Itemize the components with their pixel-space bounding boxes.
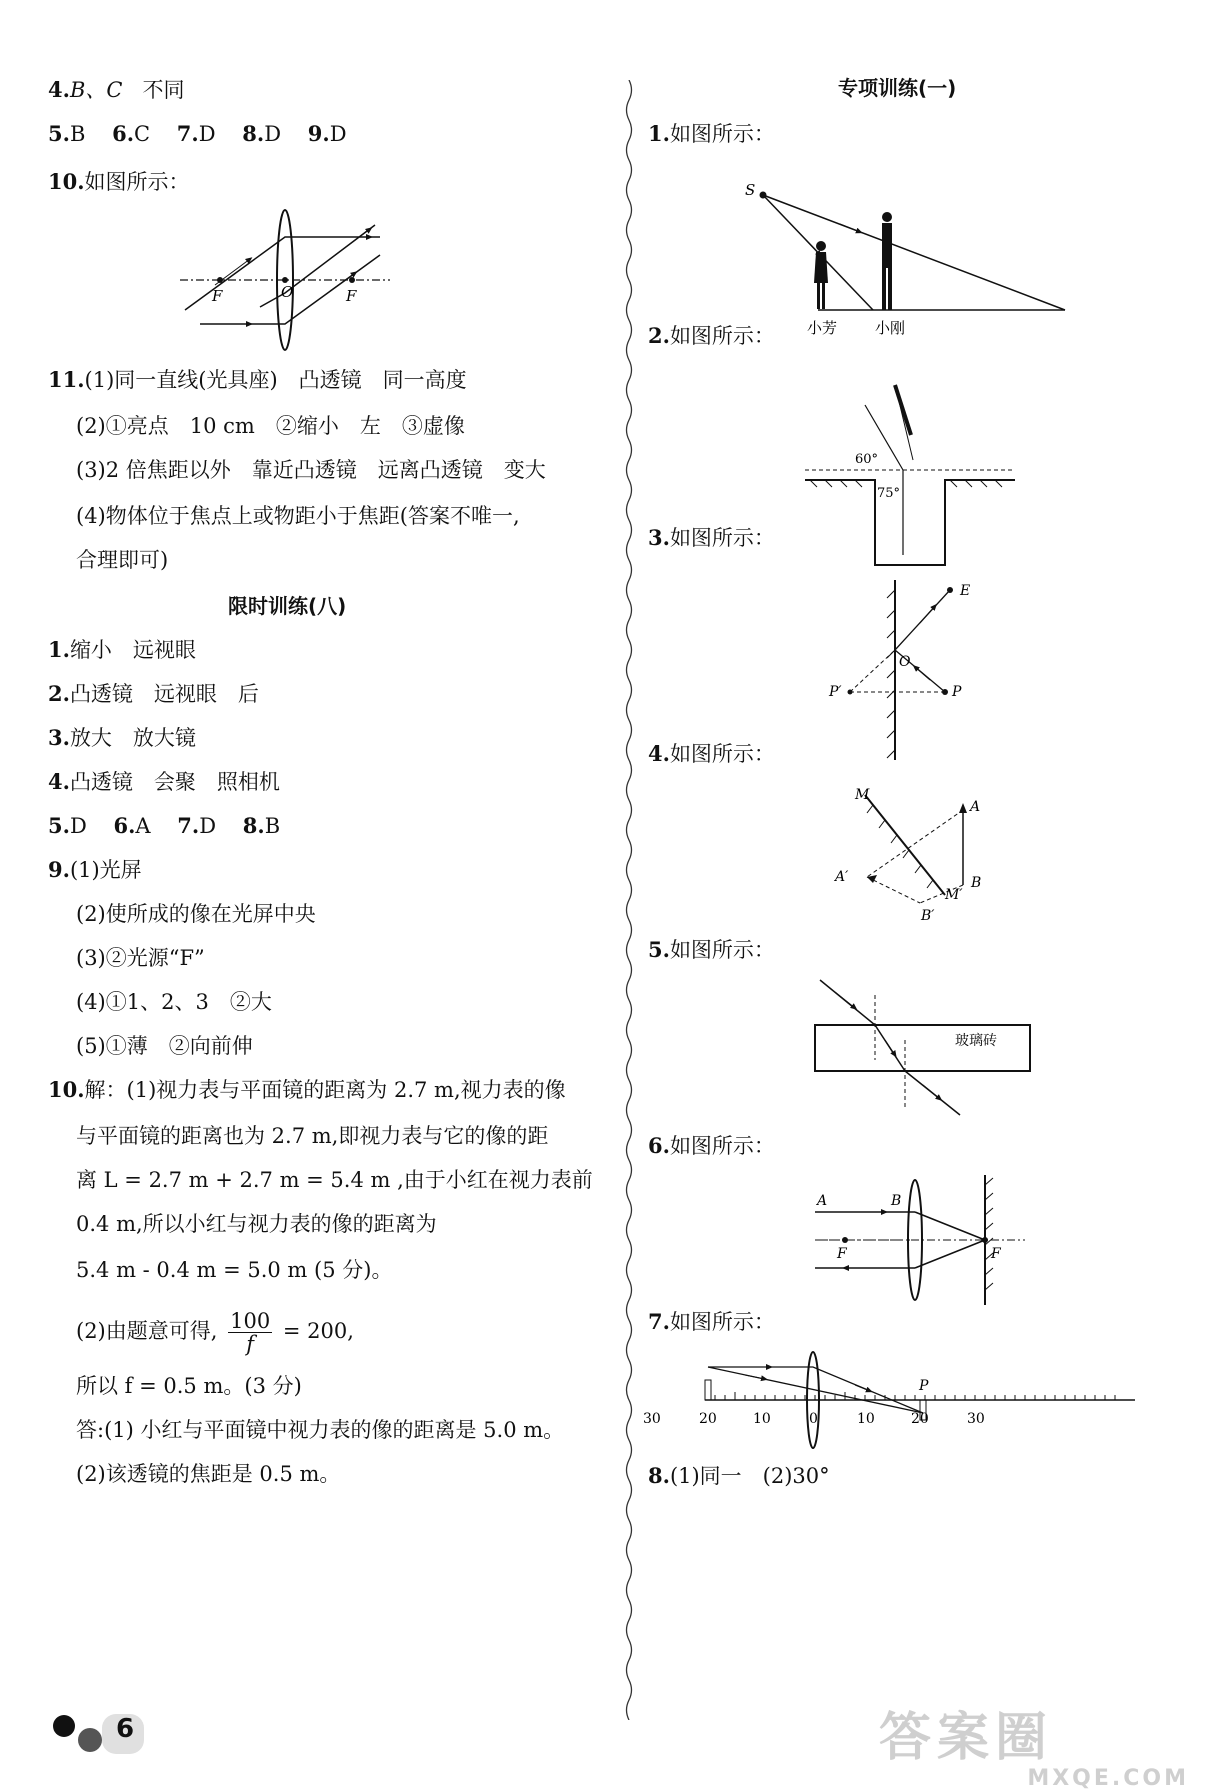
answer-text: (2)使所成的像在光屏中央 <box>76 902 316 926</box>
q-num: 4. <box>648 741 670 766</box>
answer-11 <box>48 366 467 394</box>
answer-text: A <box>135 814 151 838</box>
section-title: 限时训练(八) <box>228 594 347 618</box>
q-num: 7. <box>176 121 199 146</box>
shadow-diagram-q1 <box>745 175 1085 345</box>
focus-label: F <box>212 287 223 305</box>
answer-10 <box>48 168 190 196</box>
glass-brick-label: 玻璃砖 <box>955 1033 997 1049</box>
answer-r8 <box>648 1462 830 1490</box>
fraction <box>228 1310 272 1355</box>
ruler-tick-label: 20 <box>699 1411 717 1427</box>
optical-bench-diagram-q7 <box>643 1345 1145 1465</box>
answer-text: 凸透镜 会聚 照相机 <box>69 770 280 794</box>
answer-s1 <box>48 636 196 664</box>
angle-label: 60° <box>855 452 879 467</box>
answer-text: 答:(1) 小红与平面镜中视力表的像的距离是 5.0 m。 <box>76 1418 565 1442</box>
q-num: 1. <box>648 121 670 146</box>
answer-4 <box>48 76 184 104</box>
answer-r5 <box>648 936 775 964</box>
answer-s10 <box>48 1076 566 1104</box>
person-label: 小刚 <box>875 319 906 337</box>
q-num: 6. <box>112 121 135 146</box>
answer-text: (3)2 倍焦距以外 靠近凸透镜 远离凸透镜 变大 <box>76 458 546 482</box>
q-num: 5. <box>48 121 70 146</box>
answer-text: D <box>329 122 347 146</box>
answer-text: B <box>69 122 86 146</box>
answer-text: 合理即可) <box>76 548 169 572</box>
point-label: P <box>919 1378 929 1394</box>
answer-text: B <box>264 814 281 838</box>
answer-r7 <box>648 1308 775 1336</box>
point-label: E <box>960 583 971 599</box>
angle-label: 75° <box>877 486 901 501</box>
ruler-tick-label: 0 <box>809 1411 818 1427</box>
q-num: 4. <box>48 769 70 794</box>
mirror-reflection-diagram-q3 <box>829 570 995 770</box>
answer-s4 <box>48 768 280 796</box>
glass-refraction-diagram-q5 <box>815 975 1045 1125</box>
answer-r2 <box>648 322 775 350</box>
answer-r4 <box>648 740 775 768</box>
answer-text: 如图所示： <box>669 742 775 766</box>
point-label: A <box>817 1193 828 1209</box>
q-num: 8. <box>242 121 265 146</box>
answer-text: 如图所示： <box>669 938 775 962</box>
ruler-tick-label: 10 <box>753 1411 771 1427</box>
answer-r3 <box>648 524 775 552</box>
answer-text: 不同 <box>142 78 185 102</box>
q-num: 3. <box>48 725 70 750</box>
answer-text: 如图所示： <box>669 1310 775 1334</box>
q-num: 10. <box>48 169 85 194</box>
answer-r6 <box>648 1132 775 1160</box>
ruler-tick-label: 20 <box>911 1411 929 1427</box>
page-number: 6 <box>116 1714 135 1744</box>
mirror-image-diagram-q4 <box>835 785 995 935</box>
focus-label: F <box>346 287 357 305</box>
answer-text: = 200, <box>282 1319 354 1343</box>
answer-r1 <box>648 120 775 148</box>
answer-text: B、C <box>69 78 123 102</box>
optical-center-label: O <box>281 283 294 301</box>
answer-text: D <box>198 122 216 146</box>
answer-s2 <box>48 680 259 708</box>
q-num: 2. <box>48 681 70 706</box>
answer-text: (4)①1、2、3 ②大 <box>76 990 272 1014</box>
fraction-numerator: 100 <box>230 1309 271 1333</box>
q-num: 8. <box>648 1463 670 1488</box>
fraction-denominator: f <box>246 1332 255 1356</box>
q-num: 6. <box>648 1133 670 1158</box>
answer-text: 如图所示： <box>84 170 190 194</box>
formula-line <box>76 1310 354 1355</box>
answer-text: (1)同一直线(光具座) 凸透镜 同一高度 <box>84 368 467 392</box>
answer-text: 所以 f = 0.5 m。(3 分) <box>76 1374 302 1398</box>
point-label: M′ <box>945 887 963 903</box>
q-num: 1. <box>48 637 70 662</box>
point-label: O <box>899 654 911 670</box>
point-label: B′ <box>921 908 935 924</box>
point-label: B <box>971 875 982 891</box>
answer-text: (1)光屏 <box>69 858 142 882</box>
point-label: A′ <box>835 869 849 885</box>
answer-s9 <box>48 856 142 884</box>
answer-text: C <box>134 122 151 146</box>
q-num: 11. <box>48 367 85 392</box>
answer-text: (5)①薄 ②向前伸 <box>76 1034 253 1058</box>
q-num: 4. <box>48 77 70 102</box>
point-label: B <box>891 1193 902 1209</box>
point-label: A <box>970 799 981 815</box>
focus-label: F <box>837 1246 847 1262</box>
q-num: 6. <box>113 813 136 838</box>
column-divider <box>622 80 636 1720</box>
q-num: 2. <box>648 323 670 348</box>
q-num: 3. <box>648 525 670 550</box>
source-label: S <box>745 181 756 199</box>
watermark <box>879 1710 1189 1790</box>
answer-text: D <box>199 814 217 838</box>
focus-label: F <box>991 1246 1001 1262</box>
ruler-tick-label: 30 <box>967 1411 985 1427</box>
point-label: P <box>952 684 962 700</box>
point-label: P′ <box>829 684 842 700</box>
answer-text: 如图所示： <box>669 1134 775 1158</box>
answers-5-9 <box>48 120 347 148</box>
ruler-tick-label: 30 <box>643 1411 661 1427</box>
answer-text: (2)该透镜的焦距是 0.5 m。 <box>76 1462 341 1486</box>
answer-text: 与平面镜的距离也为 2.7 m,即视力表与它的像的距 <box>76 1124 549 1148</box>
q-num: 9. <box>48 857 70 882</box>
answer-text: 放大 放大镜 <box>69 726 196 750</box>
q-num: 5. <box>648 937 670 962</box>
answer-text: (2)由题意可得, <box>76 1319 218 1343</box>
answer-text: (3)②光源“F” <box>76 946 205 970</box>
q-num: 7. <box>648 1309 670 1334</box>
answer-text: 5.4 m - 0.4 m = 5.0 m (5 分)。 <box>76 1258 393 1282</box>
answer-text: 解：(1)视力表与平面镜的距离为 2.7 m,视力表的像 <box>84 1078 566 1102</box>
page-number-badge <box>52 1700 222 1760</box>
answer-s3 <box>48 724 196 752</box>
q-num: 10. <box>48 1077 85 1102</box>
point-label: M <box>855 787 870 803</box>
answer-text: (4)物体位于焦点上或物距小于焦距(答案不唯一, <box>76 504 520 528</box>
answer-text: 离 L = 2.7 m + 2.7 m = 5.4 m ,由于小红在视力表前 <box>76 1168 593 1192</box>
answer-text: 如图所示： <box>669 526 775 550</box>
answer-text: (1)同一 (2)30° <box>669 1464 830 1488</box>
page-badge-icon <box>52 1700 152 1760</box>
answer-text: 凸透镜 远视眼 后 <box>69 682 259 706</box>
lens-mirror-diagram-q6 <box>815 1170 1045 1310</box>
q-num: 5. <box>48 813 70 838</box>
answer-text: 缩小 远视眼 <box>69 638 196 662</box>
answer-text: 0.4 m,所以小红与视力表的像的距离为 <box>76 1212 437 1236</box>
ruler-tick-label: 10 <box>857 1411 875 1427</box>
lens-diagram-q10 <box>180 205 390 350</box>
person-label: 小芳 <box>807 319 838 337</box>
answer-text: D <box>264 122 282 146</box>
answer-text: (2)①亮点 10 cm ②缩小 左 ③虚像 <box>76 414 465 438</box>
watermark-title: 答案圈 <box>879 1708 1054 1768</box>
answer-text: 如图所示： <box>669 324 775 348</box>
mirror-well-diagram-q2 <box>805 375 1025 575</box>
q-num: 7. <box>177 813 200 838</box>
answer-text: D <box>69 814 87 838</box>
section-title: 专项训练(一) <box>838 76 957 100</box>
answer-text: 如图所示： <box>669 122 775 146</box>
q-num: 8. <box>242 813 265 838</box>
watermark-url: MXQE.COM <box>1027 1766 1189 1791</box>
q-num: 9. <box>307 121 330 146</box>
answers-s5-8 <box>48 812 280 840</box>
